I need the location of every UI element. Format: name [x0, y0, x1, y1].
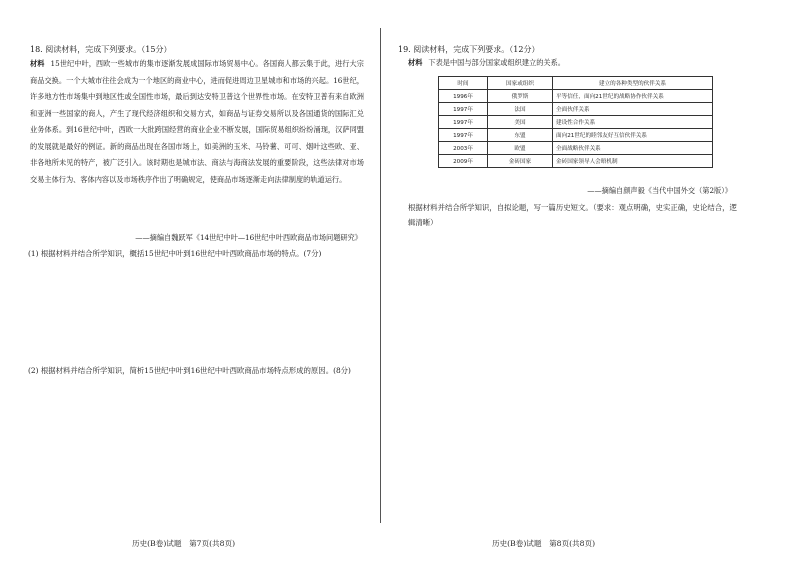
- cell-time: 1996年: [439, 90, 488, 103]
- cell-time: 2009年: [439, 155, 488, 168]
- cell-time: 2003年: [439, 142, 488, 155]
- material-label: 材料: [30, 59, 45, 68]
- cell-relation: 平等信任，面向21世纪的战略协作伙伴关系: [553, 90, 713, 103]
- cell-country: 欧盟: [488, 142, 553, 155]
- table-header-row: [439, 77, 713, 90]
- material-intro: 下表是中国与部分国家或组织建立的关系。: [428, 58, 565, 67]
- table-row: [439, 155, 713, 168]
- header-country: 国家或组织: [488, 77, 553, 90]
- cell-relation: 建设性合作关系: [553, 116, 713, 129]
- cell-country: 法国: [488, 103, 553, 116]
- question-18-source: ——摘编自魏跃军《14世纪中叶—16世纪中叶西欧商品市场问题研究》: [135, 233, 362, 242]
- question-18-material: [30, 56, 364, 188]
- question-19-source: ——摘编自颜声毅《当代中国外交（第2版）》: [587, 186, 732, 195]
- question-18-sub-2: (2) 根据材料并结合所学知识，简析15世纪中叶到16世纪中叶西欧商品市场特点形成的原因。(8分): [28, 366, 351, 375]
- cell-country: 美国: [488, 116, 553, 129]
- cell-time: 1997年: [439, 103, 488, 116]
- header-time: 时间: [439, 77, 488, 90]
- material-label: 材料: [408, 58, 423, 67]
- header-relation: 建立的各种类型的伙伴关系: [553, 77, 713, 90]
- cell-country: 俄罗斯: [488, 90, 553, 103]
- page-8: [382, 0, 800, 579]
- page-7: [0, 0, 380, 579]
- page-divider: [380, 28, 381, 523]
- cell-relation: 全面战略伙伴关系: [553, 142, 713, 155]
- question-19-title: 19. 阅读材料，完成下列要求。（12分）: [398, 45, 540, 54]
- table-row: [439, 116, 713, 129]
- page-footer-right: 历史(B卷)试题 第8页(共8页): [492, 539, 596, 548]
- cell-time: 1997年: [439, 116, 488, 129]
- cell-country: 金砖国家: [488, 155, 553, 168]
- material-text: 15世纪中叶，西欧一些城市的集市逐渐发展成国际市场贸易中心。各国商人都云集于此，进行大宗商品交换。一个大城市往往会成为一个地区的商业中心，进而促进周边卫星城市和市场的兴起。16世纪，许多地方性市场集中到地区性或全国性市场，最后到达安特卫普这个世界性市场。在安特卫普有来自欧洲和亚洲一些国家的商人，产生了现代经济组织和交易方式，如商品与证券交易所以及各国通货的国际汇兑业务体系。到16世纪中叶，西欧一大批跨国经营的商业企业不断发展，国际贸易组织纷纷涌现，汉萨同盟的发展就是最好的例证。新的商品出现在各国市场上，如美洲的玉米、马铃薯、可可、烟叶这些欧、亚、非各地所未见的特产，被广泛引入。该时期也是城市法、商法与海商法发展的重要阶段，这些法律对市场交易主体行为、客体内容以及市场秩序作出了明确规定，使商品市场逐渐走向法律制度的轨道运行。: [30, 59, 364, 184]
- cell-relation: 面向21世纪的睦邻友好互信伙伴关系: [553, 129, 713, 142]
- question-19-material: [408, 56, 738, 70]
- question-19-requirement: 根据材料并结合所学知识，自拟论题，写一篇历史短文。（要求：观点明确，史实正确，史论结合，逻辑清晰）: [408, 203, 737, 227]
- cell-country: 东盟: [488, 129, 553, 142]
- question-18-sub-1: (1) 根据材料并结合所学知识，概括15世纪中叶到16世纪中叶西欧商品市场的特点。(7分): [28, 249, 322, 258]
- partnership-table: [438, 76, 713, 168]
- cell-relation: 全面伙伴关系: [553, 103, 713, 116]
- table-row: [439, 103, 713, 116]
- table-row: [439, 129, 713, 142]
- page-footer-left: 历史(B卷)试题 第7页(共8页): [132, 539, 236, 548]
- table-row: [439, 90, 713, 103]
- cell-relation: 金砖国家领导人会晤机制: [553, 155, 713, 168]
- question-18-title: 18. 阅读材料，完成下列要求。（15分）: [30, 45, 172, 54]
- table-row: [439, 142, 713, 155]
- cell-time: 1997年: [439, 129, 488, 142]
